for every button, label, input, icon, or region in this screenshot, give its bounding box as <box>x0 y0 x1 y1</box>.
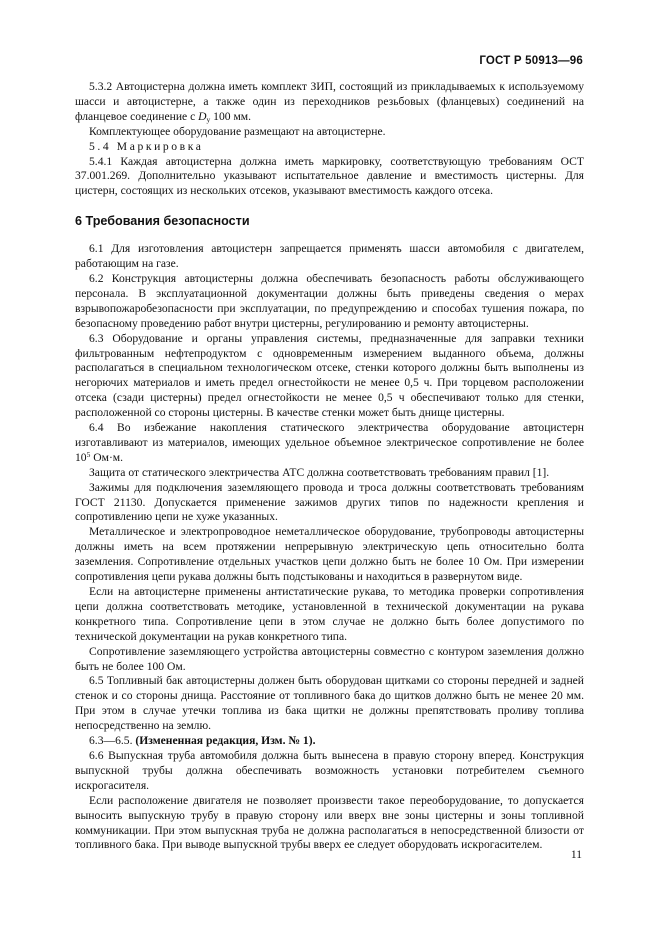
paragraph-6-6-exhaust: Если расположение двигателя не позволяет произвести такое переоборудование, то допускается выносить выпускную трубу в правую сторону или вверх вне зоны цистерны и зоны топливной коммуникации. При этом выпускная труба не должна располагаться в непосредственной близости от топливного бака. При выводе выпускной трубы вверх ее следует оборудовать искрогасителем. <box>75 793 584 852</box>
paragraph-6-4-circuit: Металлическое и электропроводное неметаллическое оборудование, трубопроводы автоцистерны должны иметь на всем протяжении непрерывную электрическую цепь относительно болта заземления. Сопротивление отдельных участков цепи должно быть не более 10 Ом. При измерении сопротивления цепи рукава должны быть подстыкованы и находиться в развернутом виде. <box>75 525 584 584</box>
diameter-subscript: y <box>206 114 211 124</box>
paragraph-5-3-2 <box>75 80 584 125</box>
paragraph-6-6: 6.6 Выпускная труба автомобиля должна быть вынесена в правую сторону вперед. Конструкция выпускной трубы должна обеспечивать возможность установки потребителем съемного искрогасителя. <box>75 748 584 792</box>
paragraph-6-5: 6.5 Топливный бак автоцистерны должен быть оборудован щитками со стороны передней и задней стенок и со стороны днища. Расстояние от топливного бака до щитков должно быть не менее 20 мм. При этом в случае утечки топлива из бака щитки не должны препятствовать проливу топлива непосредственно на землю. <box>75 674 584 733</box>
paragraph-6-4-antistatic: Если на автоцистерне применены антистатические рукава, то методика проверки сопротивления цепи должна соответствовать методике, установленной в технической документации на рукава конкретного типа. Сопротивление цепи в этом случае не должно быть более допустимого по технической документации на рукав конкретного типа. <box>75 585 584 643</box>
paragraph-5-4-1: 5.4.1 Каждая автоцистерна должна иметь маркировку, соответствующую требованиям ОСТ 37.001.269. Дополнительно указывают испытательное давление и вместимость цистерны. Для цистерн, состоящих из нескольких отсеков, указывают вместимость каждого отсека. <box>75 154 584 198</box>
resistance-exponent: 5 <box>86 449 91 459</box>
paragraph-5-3-2-text: 5.3.2 Автоцистерна должна иметь комплект ЗИП, состоящий из прикладываемых к используемому шасси и автоцистерне, а также один из переходников резьбовых (фланцевых) соединений на фланцевое соединение с <box>75 80 584 123</box>
page-number: 11 <box>570 849 582 861</box>
paragraph-6-4-static-protection: Защита от статического электричества АТС должна соответствовать требованиям правил [1]. <box>89 465 550 479</box>
paragraph-6-4 <box>75 421 584 466</box>
diameter-symbol: D <box>198 109 207 123</box>
paragraph-amendment <box>75 734 584 749</box>
paragraph-5-3-2-extra: Комплектующее оборудование размещают на автоцистерне. <box>89 124 386 138</box>
paragraph-6-2: 6.2 Конструкция автоцистерны должна обеспечивать безопасность работы обслуживающего персонала. В эксплуатационной документации должны быть приведены сведения о мерах взрывопожаробезопасности при эксплуатации, по предупреждению и способах тушения пожара, по безопасному проведению работ внутри цистерны, регулированию и ремонту автоцистерны. <box>75 271 584 330</box>
resistance-unit: Ом·м. <box>90 450 124 464</box>
paragraph-6-4-grounding: Сопротивление заземляющего устройства автоцистерны совместно с контуром заземления должно быть не более 100 Ом. <box>75 644 584 673</box>
paragraph-6-4-clamps: Зажимы для подключения заземляющего провода и троса должны соответствовать требованиям ГОСТ 21130. Допускается применение зажимов других типов по надежности крепления и сопротивлению цепи не хуже указанных. <box>75 480 584 524</box>
section-title: 6 Требования безопасности <box>75 214 250 229</box>
resistance-base: 10 <box>75 450 87 464</box>
document-body <box>75 80 584 853</box>
amendment-note: (Измененная редакция, Изм. № 1). <box>135 734 316 748</box>
amendment-range: 6.3—6.5. <box>89 734 133 748</box>
paragraph-5-3-2-end: 100 мм. <box>210 109 252 123</box>
paragraph-6-4-text: 6.4 Во избежание накопления статического электричества оборудование автоцистерн изготавливают из материалов, имеющих удельное объемное электрическое сопротивление не более <box>75 421 584 449</box>
paragraph-6-3: 6.3 Оборудование и органы управления системы, предназначенные для заправки техники фильтрованным нефтепродуктом с одновременным измерением выданного объема, должны располагаться в специальном технологическом отсеке, стенки которого должны быть выполнены из негорючих материалов и иметь предел огнестойкости не менее 0,5 ч. При торцевом расположении отсека (сзади цистерны) предел огнестойкости не менее 0,5 ч обеспечивают только для стенки, расположенной со стороны цистерны. В качестве стенки может быть днище цистерны. <box>75 331 584 420</box>
standard-code-header: ГОСТ Р 50913—96 <box>479 55 583 67</box>
paragraph-6-1: 6.1 Для изготовления автоцистерн запрещается применять шасси автомобиля с двигателем, работающим на газе. <box>75 242 584 271</box>
paragraph-5-4-heading: 5.4 Маркировка <box>89 139 204 153</box>
